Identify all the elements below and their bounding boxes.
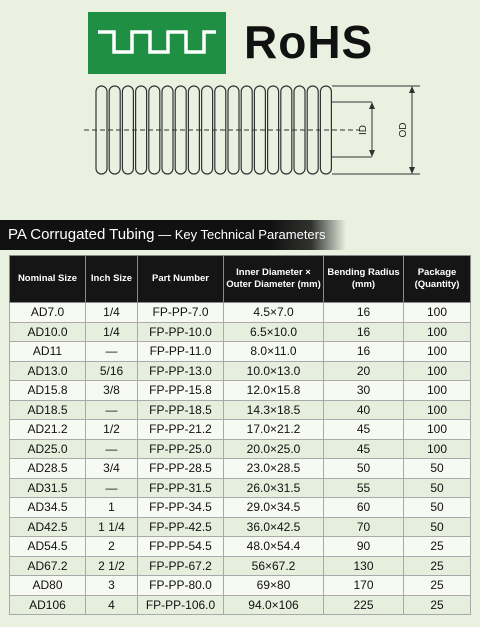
inch-size-cell: 3 xyxy=(86,576,138,596)
od-label: OD xyxy=(398,122,409,138)
table-row xyxy=(10,303,471,323)
bending-radius-cell: 16 xyxy=(324,342,404,362)
diameter-cell: 12.0×15.8 xyxy=(224,381,324,401)
part-number-cell: FP-PP-42.5 xyxy=(138,517,224,537)
table-row xyxy=(10,595,471,615)
part-number-cell: FP-PP-80.0 xyxy=(138,576,224,596)
diameter-cell: 23.0×28.5 xyxy=(224,459,324,479)
inch-size-cell: 1 xyxy=(86,498,138,518)
nominal-size-cell: AD15.8 xyxy=(10,381,86,401)
part-number-cell: FP-PP-106.0 xyxy=(138,595,224,615)
table-row xyxy=(10,498,471,518)
inch-size-cell: 1/2 xyxy=(86,420,138,440)
bending-radius-cell: 20 xyxy=(324,361,404,381)
tubing-diagram xyxy=(0,78,480,218)
diameter-cell: 36.0×42.5 xyxy=(224,517,324,537)
bending-radius-cell: 55 xyxy=(324,478,404,498)
part-number-cell: FP-PP-28.5 xyxy=(138,459,224,479)
package-cell: 100 xyxy=(404,381,471,401)
title-sub: — Key Technical Parameters xyxy=(154,227,326,242)
inch-size-cell: — xyxy=(86,439,138,459)
header-diameter: Inner Diameter × Outer Diameter (mm) xyxy=(224,256,324,303)
table-row xyxy=(10,439,471,459)
table-row xyxy=(10,322,471,342)
package-cell: 100 xyxy=(404,303,471,323)
table-header-row xyxy=(10,256,471,303)
package-cell: 50 xyxy=(404,517,471,537)
section-title-bar xyxy=(0,220,346,250)
header-part-number: Part Number xyxy=(138,256,224,303)
nominal-size-cell: AD80 xyxy=(10,576,86,596)
table-row xyxy=(10,420,471,440)
inch-size-cell: 4 xyxy=(86,595,138,615)
part-number-cell: FP-PP-18.5 xyxy=(138,400,224,420)
nominal-size-cell: AD42.5 xyxy=(10,517,86,537)
bending-radius-cell: 40 xyxy=(324,400,404,420)
diameter-cell: 20.0×25.0 xyxy=(224,439,324,459)
part-number-cell: FP-PP-10.0 xyxy=(138,322,224,342)
header-inch-size: Inch Size xyxy=(86,256,138,303)
inch-size-cell: 3/4 xyxy=(86,459,138,479)
table-row xyxy=(10,400,471,420)
package-cell: 100 xyxy=(404,420,471,440)
part-number-cell: FP-PP-31.5 xyxy=(138,478,224,498)
diameter-cell: 8.0×11.0 xyxy=(224,342,324,362)
table-row xyxy=(10,342,471,362)
package-cell: 50 xyxy=(404,478,471,498)
diameter-cell: 69×80 xyxy=(224,576,324,596)
inch-size-cell: — xyxy=(86,478,138,498)
rohs-text: RoHS xyxy=(244,16,374,68)
nominal-size-cell: AD54.5 xyxy=(10,537,86,557)
inch-size-cell: 2 xyxy=(86,537,138,557)
package-cell: 100 xyxy=(404,322,471,342)
nominal-size-cell: AD21.2 xyxy=(10,420,86,440)
inch-size-cell: 2 1/2 xyxy=(86,556,138,576)
table-row xyxy=(10,381,471,401)
part-number-cell: FP-PP-11.0 xyxy=(138,342,224,362)
nominal-size-cell: AD28.5 xyxy=(10,459,86,479)
package-cell: 50 xyxy=(404,498,471,518)
nominal-size-cell: AD25.0 xyxy=(10,439,86,459)
bending-radius-cell: 45 xyxy=(324,420,404,440)
diameter-cell: 26.0×31.5 xyxy=(224,478,324,498)
package-cell: 25 xyxy=(404,595,471,615)
inch-size-cell: 1/4 xyxy=(86,303,138,323)
id-label: ID xyxy=(358,125,369,135)
nominal-size-cell: AD106 xyxy=(10,595,86,615)
inch-size-cell: — xyxy=(86,400,138,420)
part-number-cell: FP-PP-15.8 xyxy=(138,381,224,401)
package-cell: 100 xyxy=(404,400,471,420)
table-body xyxy=(10,303,471,615)
diameter-cell: 4.5×7.0 xyxy=(224,303,324,323)
rohs-banner xyxy=(0,0,480,80)
bending-radius-cell: 70 xyxy=(324,517,404,537)
package-cell: 100 xyxy=(404,361,471,381)
package-cell: 100 xyxy=(404,439,471,459)
part-number-cell: FP-PP-34.5 xyxy=(138,498,224,518)
part-number-cell: FP-PP-7.0 xyxy=(138,303,224,323)
bending-radius-cell: 130 xyxy=(324,556,404,576)
diameter-cell: 10.0×13.0 xyxy=(224,361,324,381)
table-row xyxy=(10,459,471,479)
title-main: PA Corrugated Tubing xyxy=(8,226,155,243)
part-number-cell: FP-PP-21.2 xyxy=(138,420,224,440)
inch-size-cell: 5/16 xyxy=(86,361,138,381)
nominal-size-cell: AD31.5 xyxy=(10,478,86,498)
nominal-size-cell: AD10.0 xyxy=(10,322,86,342)
diameter-cell: 14.3×18.5 xyxy=(224,400,324,420)
header-package: Package (Quantity) xyxy=(404,256,471,303)
nominal-size-cell: AD18.5 xyxy=(10,400,86,420)
part-number-cell: FP-PP-67.2 xyxy=(138,556,224,576)
table-row xyxy=(10,361,471,381)
nominal-size-cell: AD11 xyxy=(10,342,86,362)
inch-size-cell: 3/8 xyxy=(86,381,138,401)
spec-table xyxy=(9,255,471,615)
diameter-cell: 17.0×21.2 xyxy=(224,420,324,440)
bending-radius-cell: 30 xyxy=(324,381,404,401)
table-row xyxy=(10,556,471,576)
bending-radius-cell: 60 xyxy=(324,498,404,518)
package-cell: 25 xyxy=(404,576,471,596)
rohs-wave-logo-icon xyxy=(88,12,226,74)
bending-radius-cell: 50 xyxy=(324,459,404,479)
inch-size-cell: 1/4 xyxy=(86,322,138,342)
section-title xyxy=(8,220,325,250)
table-row xyxy=(10,537,471,557)
nominal-size-cell: AD67.2 xyxy=(10,556,86,576)
package-cell: 100 xyxy=(404,342,471,362)
header-nominal-size: Nominal Size xyxy=(10,256,86,303)
diameter-cell: 94.0×106 xyxy=(224,595,324,615)
diameter-cell: 56×67.2 xyxy=(224,556,324,576)
bending-radius-cell: 225 xyxy=(324,595,404,615)
part-number-cell: FP-PP-54.5 xyxy=(138,537,224,557)
diameter-cell: 29.0×34.5 xyxy=(224,498,324,518)
table-row xyxy=(10,576,471,596)
bending-radius-cell: 16 xyxy=(324,322,404,342)
part-number-cell: FP-PP-13.0 xyxy=(138,361,224,381)
inch-size-cell: — xyxy=(86,342,138,362)
bending-radius-cell: 45 xyxy=(324,439,404,459)
nominal-size-cell: AD7.0 xyxy=(10,303,86,323)
package-cell: 25 xyxy=(404,556,471,576)
inch-size-cell: 1 1/4 xyxy=(86,517,138,537)
header-bending-radius: Bending Radius (mm) xyxy=(324,256,404,303)
diameter-cell: 48.0×54.4 xyxy=(224,537,324,557)
bending-radius-cell: 90 xyxy=(324,537,404,557)
package-cell: 25 xyxy=(404,537,471,557)
bending-radius-cell: 170 xyxy=(324,576,404,596)
table-row xyxy=(10,478,471,498)
package-cell: 50 xyxy=(404,459,471,479)
nominal-size-cell: AD34.5 xyxy=(10,498,86,518)
table-row xyxy=(10,517,471,537)
part-number-cell: FP-PP-25.0 xyxy=(138,439,224,459)
nominal-size-cell: AD13.0 xyxy=(10,361,86,381)
bending-radius-cell: 16 xyxy=(324,303,404,323)
diameter-cell: 6.5×10.0 xyxy=(224,322,324,342)
